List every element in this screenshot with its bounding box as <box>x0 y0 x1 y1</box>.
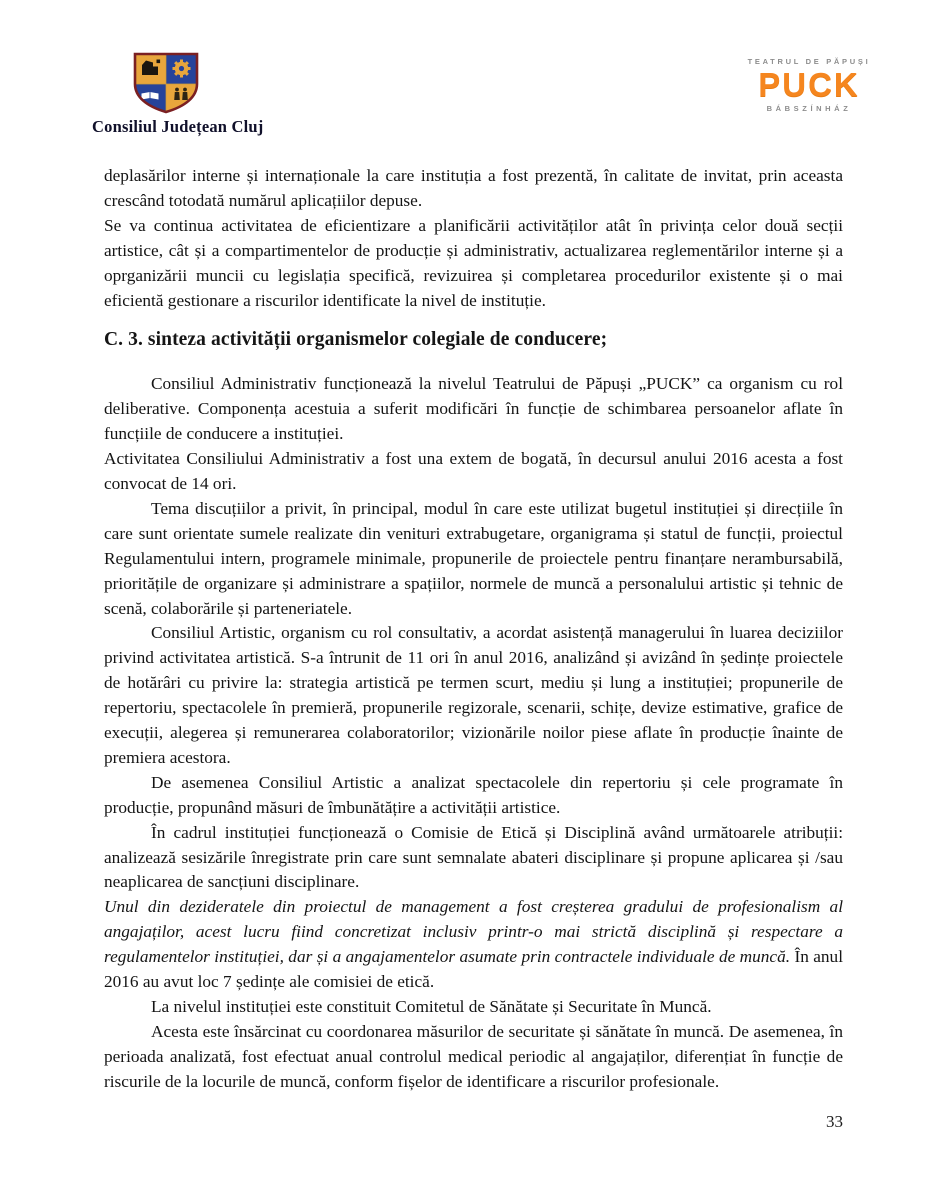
paragraph: Consiliul Administrativ funcționează la nivelul Teatrului de Păpuși „PUCK” ca organism cu rol deliberative. Componența acestuia a suferit modificări în funcție de schimbarea persoanelor aflate în funcțiile de conducere a instituției. <box>104 374 843 444</box>
paragraph: De asemenea Consiliul Artistic a analizat spectacolele din repertoriu și cele programate în producție, propunând măsuri de îmbunătățire a activității artistice. <box>104 772 843 817</box>
theatre-name: PUCK <box>758 66 860 103</box>
paragraph: Tema discuțiilor a privit, în principal, modul în care este utilizat bugetul instituției și direcțiile în care sunt orientate sumele realizate din venituri extrabugetare, organigrama și statul de funcții, proiectul Regulamentului intern, programele minimale, propunerile de proiectele pentru finanțare nerambursabilă, prioritățile de organizare și administrare a spațiilor, normele de muncă a personalului artistic și tehnic de scenă, colaborările și parteneriatele. <box>104 498 843 618</box>
paragraph: Acesta este însărcinat cu coordonarea măsurilor de securitate și sănătate în muncă. De asemenea, în perioada analizată, fost efectuat anual controlul medical periodic al angajaților, diferențiat în funcție de riscurile de la locurile de muncă, conform fișelor de identificare a riscurilor profesionale. <box>104 1021 843 1091</box>
council-logo <box>92 50 264 137</box>
page-footer <box>104 1112 843 1132</box>
theatre-bottom-label: BÁBSZÍNHÁZ <box>766 103 852 113</box>
paragraph-continuation: deplasărilor interne și internaționale la care instituția a fost prezentă, în calitate de invitat, prin aceasta crescând totodată numărul aplicațiilor depuse. <box>104 166 843 210</box>
paragraph: Consiliul Artistic, organism cu rol consultativ, a acordat asistență managerului în luarea deciziilor privind activitatea artistică. S-a întrunit de 11 ori în anul 2016, analizând și avizând în ședințe proiectele de hotărâri cu privire la: strategia artistică pe termen scurt, mediu și lung a instituției; propunerile de repertoriu, spectacolele în premieră, propunerile regizorale, scenarii, schițe, devize estimative, grafice de execuții, alegerea și remunerarea colaboratorilor; vizionările noilor piese aflate în producție înainte de premiera acestora. <box>104 623 843 767</box>
section-heading: C. 3. sinteza activității organismelor colegiale de conducere; <box>104 329 608 351</box>
council-coat-of-arms-icon <box>132 50 200 116</box>
theatre-top-label: TEATRUL DE PĂPUȘI <box>747 57 871 66</box>
paragraph: La nivelul instituției este constituit Comitetul de Sănătate și Securitate în Muncă. <box>151 997 712 1016</box>
page-number: 33 <box>826 1112 843 1131</box>
paragraph: Se va continua activitatea de eficientizare a planificării activităților atât în privința celor două secții artistice, cât și a compartimentelor de producție și administrativ, actualizarea reglementărilor interne și a oprganizării muncii cu legislația specifică, revizuirea și completarea procedurilor existente și o mai eficientă gestionare a riscurilor identificate la nivel de instituție. <box>104 215 843 310</box>
italic-text: Unul din dezideratele din proiectul de management a fost creșterea gradului de profesionalism al angajaților, acest lucru fiind concretizat inclusiv printr-o mai strictă disciplină și respectare a regulamentelor instituției, dar și a angajamentelor asumate prin contractele individuale de muncă. <box>104 897 843 967</box>
document-body <box>104 164 843 1095</box>
council-name: Consiliul Județean Cluj <box>92 117 264 136</box>
paragraph: În cadrul instituției funcționează o Comisie de Etică și Disciplină având următoarele atribuții: analizează sesizările înregistrate prin care sunt semnalate abateri disciplinare și propune aplicarea și /sau neaplicarea de sancțiuni disciplinare. <box>104 822 843 892</box>
paragraph: Activitatea Consiliului Administrativ a fost una extem de bogată, în decursul anului 2016 acesta a fost convocat de 14 ori. <box>104 449 843 493</box>
puck-theatre-logo <box>741 57 877 113</box>
paragraph-mixed-style <box>104 895 843 995</box>
normal-text: În anul 2016 au avut loc 7 ședințe ale comisiei de etică. <box>104 947 844 992</box>
